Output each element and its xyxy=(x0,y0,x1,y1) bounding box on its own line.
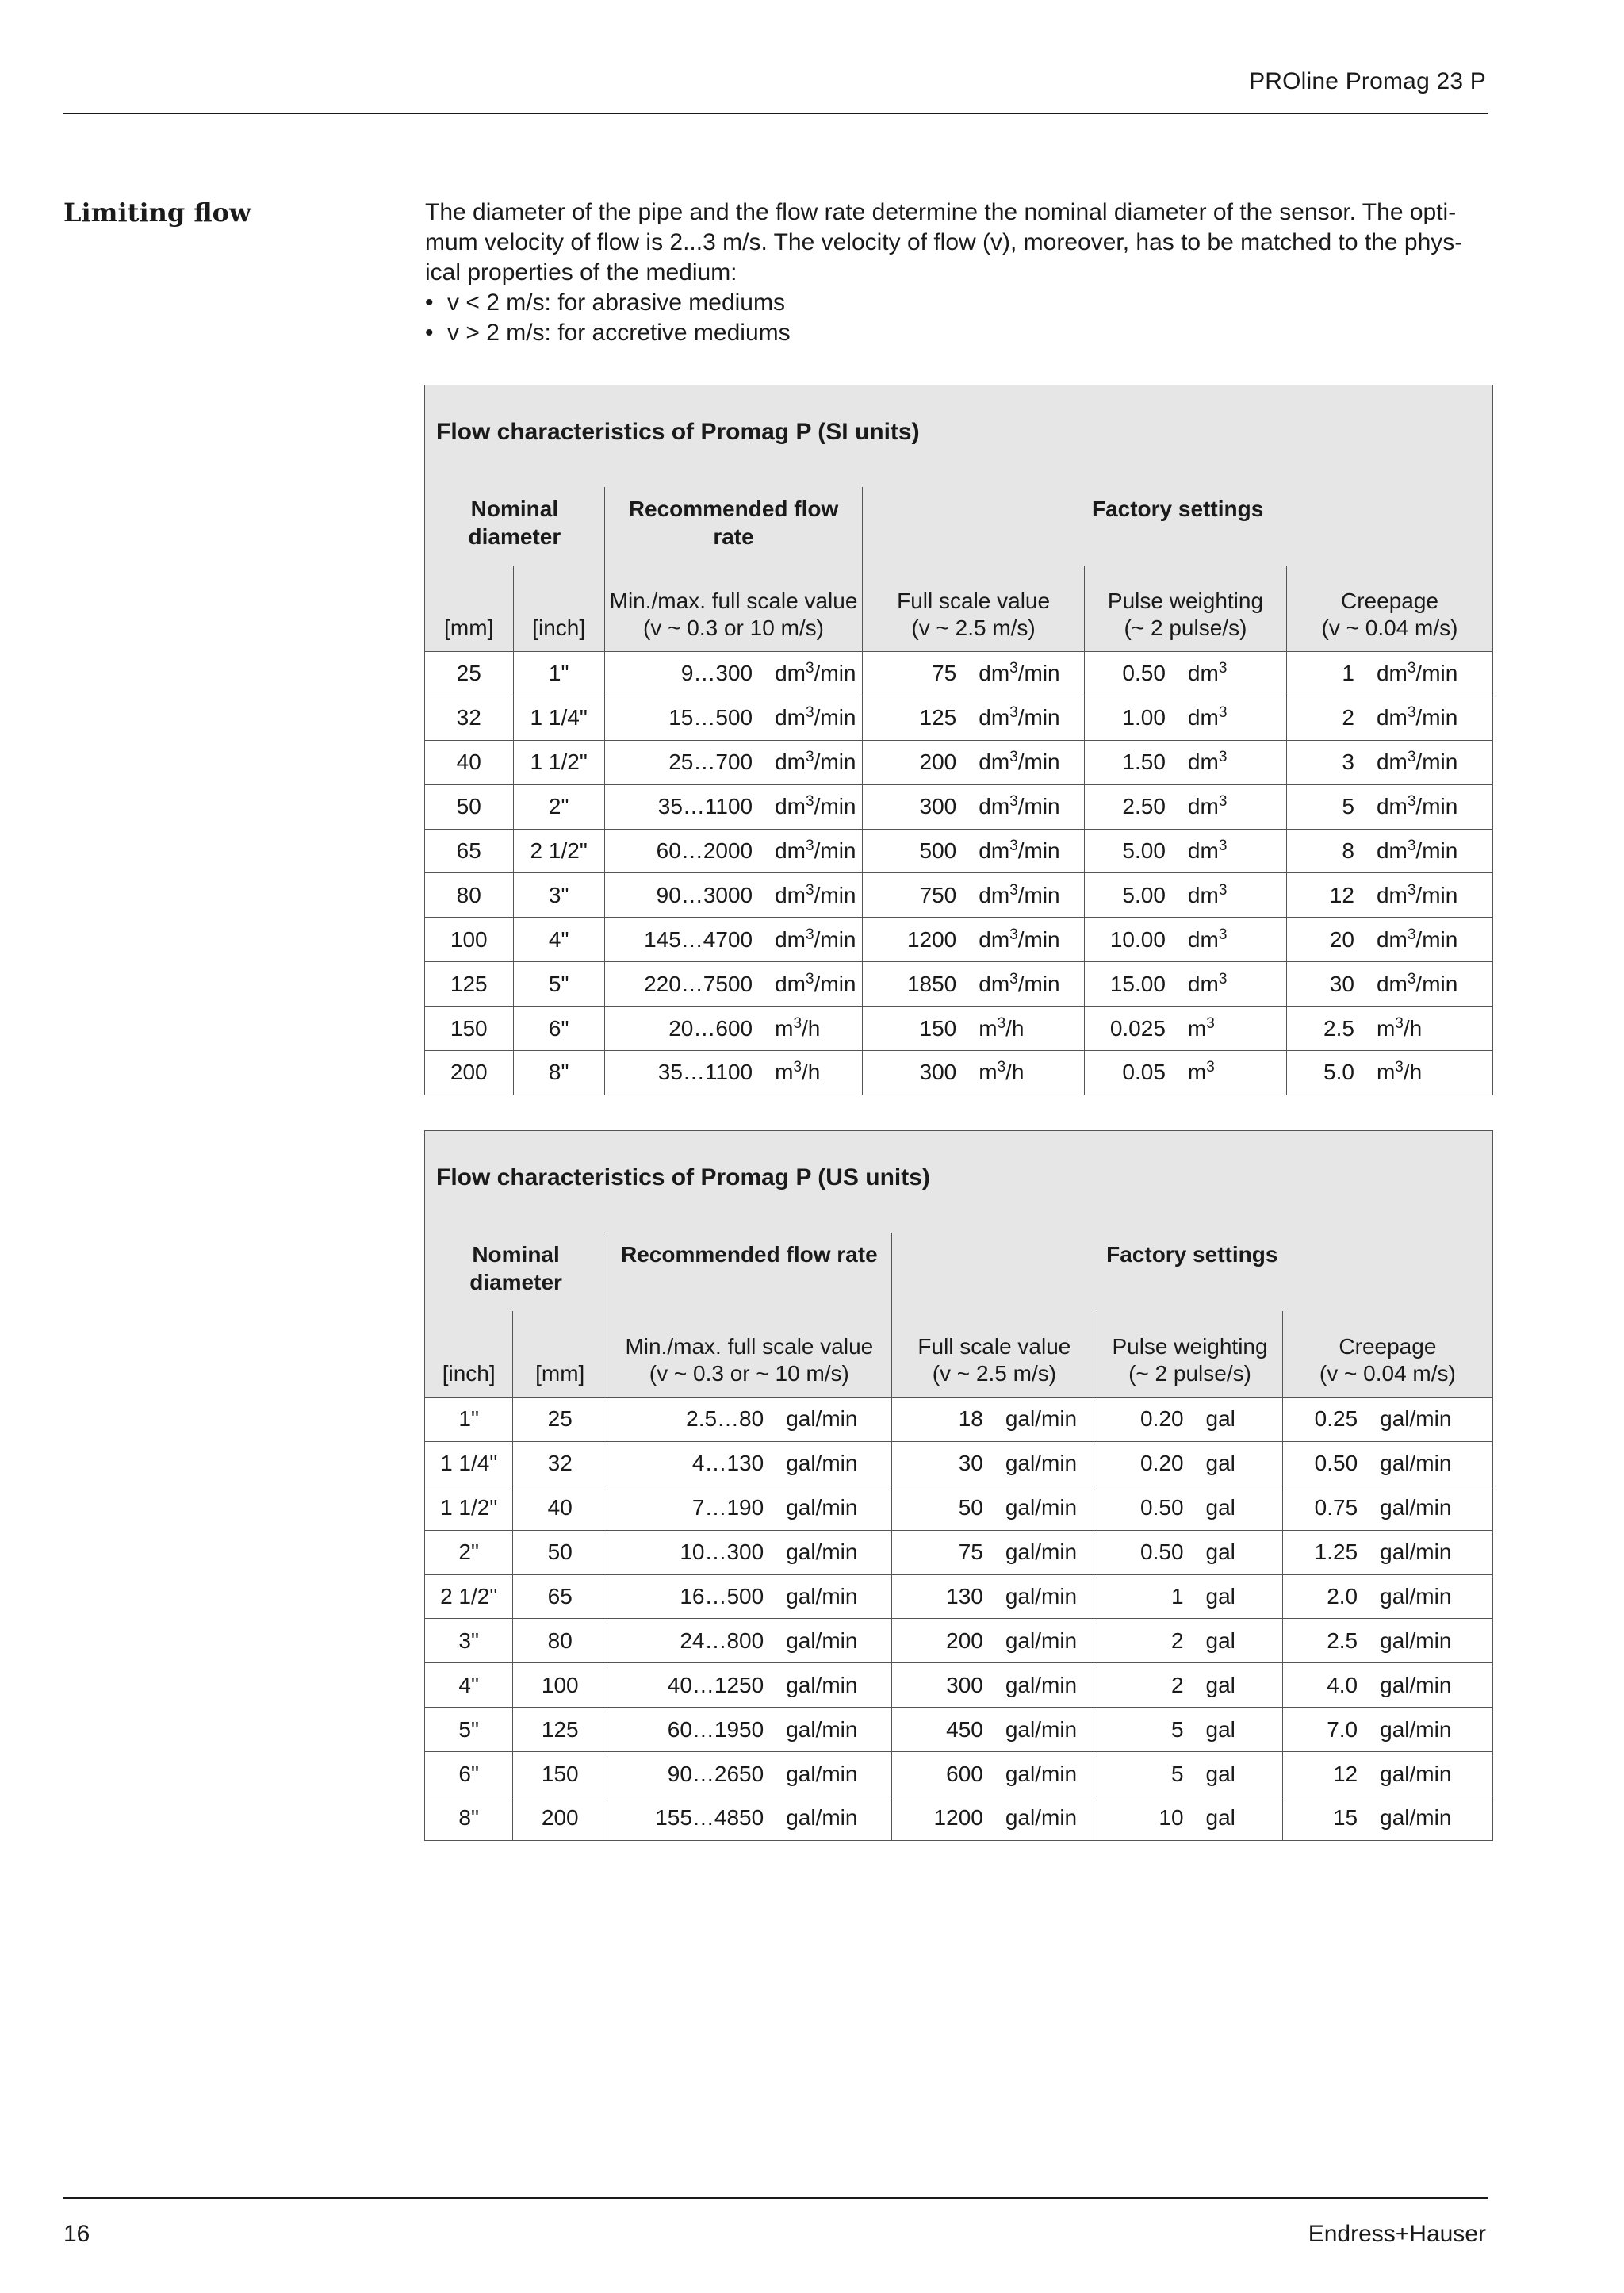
cell-range-unit: gal/min xyxy=(776,1752,891,1796)
cell-range-unit: $dm^3/\min$ xyxy=(765,652,863,696)
cell-range-unit: $dm^3/\min$ xyxy=(765,829,863,873)
cell-range: 220…7500 xyxy=(604,962,765,1007)
cell-inch: 1 1/2" xyxy=(425,1486,513,1530)
table-row xyxy=(425,1663,1492,1708)
cell-inch: 2" xyxy=(513,784,604,829)
cell-range-unit: gal/min xyxy=(776,1663,891,1708)
table-row xyxy=(425,1007,1492,1051)
cell-mm: 200 xyxy=(513,1796,607,1840)
cell-range-unit: $m^3/h$ xyxy=(765,1007,863,1051)
cell-creep: 8 xyxy=(1287,829,1367,873)
cell-pulse: 0.50 xyxy=(1084,652,1178,696)
cell-pulse-unit: gal xyxy=(1197,1708,1283,1752)
table-row xyxy=(425,1619,1492,1663)
cell-pulse: 1.50 xyxy=(1084,740,1178,784)
cell-creep: 0.50 xyxy=(1282,1441,1370,1486)
cell-creep-unit: $dm^3/\min$ xyxy=(1367,696,1492,740)
cell-creep: 4.0 xyxy=(1282,1663,1370,1708)
cell-pulse-unit: $dm^3$ xyxy=(1178,873,1287,918)
cell-fs: 75 xyxy=(891,1530,996,1574)
recommended-flow-header: Recommended flow rate xyxy=(607,1233,891,1311)
cell-creep: 5.0 xyxy=(1287,1051,1367,1095)
cell-pulse-unit: gal xyxy=(1197,1619,1283,1663)
column-header: Pulse weighting (~ 2 pulse/s) xyxy=(1084,566,1286,652)
cell-pulse: 5 xyxy=(1097,1708,1197,1752)
cell-range: 90…2650 xyxy=(607,1752,777,1796)
cell-pulse: 2.50 xyxy=(1084,784,1178,829)
cell-mm: 50 xyxy=(425,784,513,829)
cell-pulse: 0.50 xyxy=(1097,1486,1197,1530)
table-row xyxy=(425,918,1492,962)
cell-inch: 3" xyxy=(513,873,604,918)
si-table-body xyxy=(425,652,1492,1095)
cell-creep-unit: $dm^3/\min$ xyxy=(1367,873,1492,918)
column-header: [mm] xyxy=(513,1311,607,1398)
cell-pulse: 0.05 xyxy=(1084,1051,1178,1095)
cell-pulse: 5.00 xyxy=(1084,873,1178,918)
cell-mm: 200 xyxy=(425,1051,513,1095)
column-header: [mm] xyxy=(425,566,513,652)
cell-pulse: 5.00 xyxy=(1084,829,1178,873)
cell-pulse: 0.50 xyxy=(1097,1530,1197,1574)
cell-range: 20…600 xyxy=(604,1007,765,1051)
cell-creep: 2.5 xyxy=(1282,1619,1370,1663)
cell-creep-unit: gal/min xyxy=(1370,1752,1492,1796)
table-row xyxy=(425,652,1492,696)
cell-creep-unit: $m^3/h$ xyxy=(1367,1051,1492,1095)
cell-inch: 5" xyxy=(425,1708,513,1752)
cell-creep-unit: gal/min xyxy=(1370,1530,1492,1574)
cell-range-unit: gal/min xyxy=(776,1441,891,1486)
cell-fs: 75 xyxy=(863,652,970,696)
cell-inch: 5" xyxy=(513,962,604,1007)
cell-fs-unit: gal/min xyxy=(996,1708,1097,1752)
cell-creep-unit: $m^3/h$ xyxy=(1367,1007,1492,1051)
cell-creep-unit: gal/min xyxy=(1370,1574,1492,1619)
cell-creep-unit: $dm^3/\min$ xyxy=(1367,918,1492,962)
column-header: Creepage (v ~ 0.04 m/s) xyxy=(1282,1311,1492,1398)
cell-creep-unit: gal/min xyxy=(1370,1619,1492,1663)
cell-mm: 25 xyxy=(513,1398,607,1442)
header-rule xyxy=(63,113,1488,114)
cell-creep: 0.25 xyxy=(1282,1398,1370,1442)
cell-pulse-unit: $m^3$ xyxy=(1178,1051,1287,1095)
cell-pulse: 2 xyxy=(1097,1663,1197,1708)
cell-fs: 450 xyxy=(891,1708,996,1752)
cell-inch: 2 1/2" xyxy=(425,1574,513,1619)
cell-inch: 3" xyxy=(425,1619,513,1663)
cell-mm: 40 xyxy=(513,1486,607,1530)
cell-mm: 125 xyxy=(425,962,513,1007)
intro-text xyxy=(425,197,1489,348)
cell-range: 9…300 xyxy=(604,652,765,696)
cell-fs-unit: $dm^3/\min$ xyxy=(969,652,1084,696)
cell-range: 25…700 xyxy=(604,740,765,784)
nominal-diameter-header: Nominal diameter xyxy=(425,487,604,566)
cell-fs: 200 xyxy=(863,740,970,784)
page-number: 16 xyxy=(63,2221,90,2247)
cell-mm: 100 xyxy=(425,918,513,962)
cell-inch: 1" xyxy=(513,652,604,696)
cell-fs: 1850 xyxy=(863,962,970,1007)
column-header: Min./max. full scale value (v ~ 0.3 or ~ 10 m/s) xyxy=(607,1311,891,1398)
cell-fs-unit: gal/min xyxy=(996,1619,1097,1663)
column-header: [inch] xyxy=(513,566,604,652)
cell-mm: 50 xyxy=(513,1530,607,1574)
cell-creep-unit: gal/min xyxy=(1370,1663,1492,1708)
factory-settings-header: Factory settings xyxy=(863,487,1492,566)
table-caption: Flow characteristics of Promag P (US units) xyxy=(425,1131,1492,1233)
cell-creep: 5 xyxy=(1287,784,1367,829)
column-header: Min./max. full scale value (v ~ 0.3 or 10 m/s) xyxy=(604,566,862,652)
brand-name: Endress+Hauser xyxy=(1308,2221,1486,2247)
cell-range-unit: gal/min xyxy=(776,1486,891,1530)
cell-range: 145…4700 xyxy=(604,918,765,962)
cell-creep-unit: gal/min xyxy=(1370,1486,1492,1530)
cell-pulse: 2 xyxy=(1097,1619,1197,1663)
cell-mm: 125 xyxy=(513,1708,607,1752)
cell-fs-unit: $m^3/h$ xyxy=(969,1007,1084,1051)
cell-range-unit: gal/min xyxy=(776,1708,891,1752)
cell-range: 35…1100 xyxy=(604,784,765,829)
bullet-dot-icon: • xyxy=(425,320,434,346)
cell-inch: 6" xyxy=(513,1007,604,1051)
cell-mm: 150 xyxy=(513,1752,607,1796)
cell-creep: 1 xyxy=(1287,652,1367,696)
cell-mm: 100 xyxy=(513,1663,607,1708)
cell-range: 4…130 xyxy=(607,1441,777,1486)
si-flow-table xyxy=(424,385,1493,1095)
cell-range: 15…500 xyxy=(604,696,765,740)
us-flow-table xyxy=(424,1130,1493,1841)
cell-creep-unit: $dm^3/\min$ xyxy=(1367,784,1492,829)
table-caption: Flow characteristics of Promag P (SI units) xyxy=(425,385,1492,487)
cell-range-unit: $dm^3/\min$ xyxy=(765,873,863,918)
cell-pulse-unit: gal xyxy=(1197,1796,1283,1840)
cell-fs: 300 xyxy=(863,784,970,829)
cell-pulse-unit: gal xyxy=(1197,1486,1283,1530)
cell-range: 24…800 xyxy=(607,1619,777,1663)
document-header-title: PROline Promag 23 P xyxy=(1249,68,1486,94)
cell-inch: 6" xyxy=(425,1752,513,1796)
cell-pulse-unit: $dm^3$ xyxy=(1178,962,1287,1007)
factory-settings-header: Factory settings xyxy=(891,1233,1492,1311)
column-header: Creepage (v ~ 0.04 m/s) xyxy=(1287,566,1492,652)
cell-pulse: 1 xyxy=(1097,1574,1197,1619)
cell-pulse-unit: gal xyxy=(1197,1752,1283,1796)
cell-creep-unit: $dm^3/\min$ xyxy=(1367,740,1492,784)
bullet-dot-icon: • xyxy=(425,290,434,316)
cell-range-unit: gal/min xyxy=(776,1619,891,1663)
cell-pulse-unit: $dm^3$ xyxy=(1178,918,1287,962)
cell-fs-unit: gal/min xyxy=(996,1574,1097,1619)
footer-rule xyxy=(63,2197,1488,2199)
cell-fs-unit: gal/min xyxy=(996,1796,1097,1840)
cell-creep: 2 xyxy=(1287,696,1367,740)
cell-fs: 150 xyxy=(863,1007,970,1051)
cell-mm: 32 xyxy=(425,696,513,740)
cell-pulse: 0.20 xyxy=(1097,1441,1197,1486)
cell-inch: 1 1/2" xyxy=(513,740,604,784)
cell-fs: 300 xyxy=(863,1051,970,1095)
table-row xyxy=(425,1398,1492,1442)
cell-inch: 8" xyxy=(425,1796,513,1840)
cell-range-unit: $dm^3/\min$ xyxy=(765,918,863,962)
cell-pulse-unit: $dm^3$ xyxy=(1178,784,1287,829)
cell-range-unit: gal/min xyxy=(776,1574,891,1619)
cell-pulse-unit: $dm^3$ xyxy=(1178,740,1287,784)
cell-range: 10…300 xyxy=(607,1530,777,1574)
cell-creep-unit: gal/min xyxy=(1370,1708,1492,1752)
cell-fs-unit: gal/min xyxy=(996,1398,1097,1442)
table-row xyxy=(425,740,1492,784)
column-header: Full scale value (v ~ 2.5 m/s) xyxy=(891,1311,1097,1398)
cell-fs-unit: $dm^3/\min$ xyxy=(969,962,1084,1007)
cell-pulse-unit: gal xyxy=(1197,1530,1283,1574)
cell-pulse-unit: $dm^3$ xyxy=(1178,829,1287,873)
nominal-diameter-header: Nominal diameter xyxy=(425,1233,607,1311)
table-row xyxy=(425,1574,1492,1619)
cell-creep: 2.5 xyxy=(1287,1007,1367,1051)
cell-creep: 1.25 xyxy=(1282,1530,1370,1574)
cell-pulse-unit: gal xyxy=(1197,1398,1283,1442)
cell-fs-unit: gal/min xyxy=(996,1663,1097,1708)
cell-creep-unit: gal/min xyxy=(1370,1441,1492,1486)
cell-fs: 18 xyxy=(891,1398,996,1442)
cell-inch: 8" xyxy=(513,1051,604,1095)
cell-range: 90…3000 xyxy=(604,873,765,918)
cell-fs-unit: $dm^3/\min$ xyxy=(969,918,1084,962)
cell-inch: 2" xyxy=(425,1530,513,1574)
cell-creep-unit: gal/min xyxy=(1370,1796,1492,1840)
table-row xyxy=(425,1796,1492,1840)
cell-fs-unit: $dm^3/\min$ xyxy=(969,873,1084,918)
cell-fs: 200 xyxy=(891,1619,996,1663)
table-row xyxy=(425,829,1492,873)
cell-creep: 12 xyxy=(1282,1752,1370,1796)
cell-creep: 0.75 xyxy=(1282,1486,1370,1530)
cell-creep: 7.0 xyxy=(1282,1708,1370,1752)
cell-range-unit: $m^3/h$ xyxy=(765,1051,863,1095)
cell-range: 7…190 xyxy=(607,1486,777,1530)
cell-pulse: 0.20 xyxy=(1097,1398,1197,1442)
cell-creep: 30 xyxy=(1287,962,1367,1007)
cell-pulse-unit: gal xyxy=(1197,1574,1283,1619)
cell-pulse-unit: $dm^3$ xyxy=(1178,696,1287,740)
cell-pulse-unit: $dm^3$ xyxy=(1178,652,1287,696)
cell-mm: 80 xyxy=(513,1619,607,1663)
cell-fs: 50 xyxy=(891,1486,996,1530)
cell-inch: 1" xyxy=(425,1398,513,1442)
cell-range: 40…1250 xyxy=(607,1663,777,1708)
cell-range: 35…1100 xyxy=(604,1051,765,1095)
cell-fs-unit: $dm^3/\min$ xyxy=(969,696,1084,740)
cell-fs-unit: $dm^3/\min$ xyxy=(969,784,1084,829)
cell-range-unit: $dm^3/\min$ xyxy=(765,696,863,740)
cell-fs-unit: gal/min xyxy=(996,1486,1097,1530)
cell-mm: 40 xyxy=(425,740,513,784)
cell-creep: 3 xyxy=(1287,740,1367,784)
cell-fs: 750 xyxy=(863,873,970,918)
cell-creep: 12 xyxy=(1287,873,1367,918)
cell-pulse: 10.00 xyxy=(1084,918,1178,962)
cell-range-unit: $dm^3/\min$ xyxy=(765,962,863,1007)
table-row xyxy=(425,784,1492,829)
cell-fs: 1200 xyxy=(891,1796,996,1840)
cell-creep-unit: $dm^3/\min$ xyxy=(1367,652,1492,696)
column-header: Pulse weighting (~ 2 pulse/s) xyxy=(1097,1311,1283,1398)
table-row xyxy=(425,1441,1492,1486)
cell-fs: 130 xyxy=(891,1574,996,1619)
cell-creep-unit: $dm^3/\min$ xyxy=(1367,962,1492,1007)
bullet-item: • v < 2 m/s: for abrasive mediums xyxy=(425,288,1489,318)
cell-pulse: 15.00 xyxy=(1084,962,1178,1007)
cell-range-unit: gal/min xyxy=(776,1398,891,1442)
cell-mm: 65 xyxy=(425,829,513,873)
cell-mm: 65 xyxy=(513,1574,607,1619)
cell-pulse: 0.025 xyxy=(1084,1007,1178,1051)
table-row xyxy=(425,1530,1492,1574)
table-row xyxy=(425,1708,1492,1752)
cell-fs-unit: $dm^3/\min$ xyxy=(969,740,1084,784)
cell-fs-unit: gal/min xyxy=(996,1752,1097,1796)
table-row xyxy=(425,1752,1492,1796)
cell-fs: 30 xyxy=(891,1441,996,1486)
cell-fs-unit: gal/min xyxy=(996,1441,1097,1486)
table-row xyxy=(425,1051,1492,1095)
table-row xyxy=(425,873,1492,918)
cell-pulse-unit: $m^3$ xyxy=(1178,1007,1287,1051)
cell-inch: 1 1/4" xyxy=(425,1441,513,1486)
cell-mm: 32 xyxy=(513,1441,607,1486)
cell-range: 60…2000 xyxy=(604,829,765,873)
section-heading: Limiting flow xyxy=(63,197,251,228)
cell-fs-unit: $dm^3/\min$ xyxy=(969,829,1084,873)
us-table-body xyxy=(425,1398,1492,1840)
cell-range: 2.5…80 xyxy=(607,1398,777,1442)
table-row xyxy=(425,1486,1492,1530)
bullet-item: • v > 2 m/s: for accretive mediums xyxy=(425,318,1489,348)
cell-pulse-unit: gal xyxy=(1197,1441,1283,1486)
cell-range: 16…500 xyxy=(607,1574,777,1619)
cell-fs: 125 xyxy=(863,696,970,740)
cell-range-unit: $dm^3/\min$ xyxy=(765,784,863,829)
cell-creep: 20 xyxy=(1287,918,1367,962)
cell-creep: 2.0 xyxy=(1282,1574,1370,1619)
cell-inch: 2 1/2" xyxy=(513,829,604,873)
cell-inch: 4" xyxy=(513,918,604,962)
cell-mm: 80 xyxy=(425,873,513,918)
cell-range-unit: $dm^3/\min$ xyxy=(765,740,863,784)
cell-inch: 1 1/4" xyxy=(513,696,604,740)
cell-fs: 500 xyxy=(863,829,970,873)
cell-creep-unit: $dm^3/\min$ xyxy=(1367,829,1492,873)
cell-range-unit: gal/min xyxy=(776,1530,891,1574)
table-row xyxy=(425,696,1492,740)
cell-fs: 1200 xyxy=(863,918,970,962)
cell-range: 60…1950 xyxy=(607,1708,777,1752)
cell-mm: 25 xyxy=(425,652,513,696)
cell-pulse: 10 xyxy=(1097,1796,1197,1840)
cell-mm: 150 xyxy=(425,1007,513,1051)
column-header: Full scale value (v ~ 2.5 m/s) xyxy=(863,566,1085,652)
cell-range: 155…4850 xyxy=(607,1796,777,1840)
table-row xyxy=(425,962,1492,1007)
cell-range-unit: gal/min xyxy=(776,1796,891,1840)
cell-fs: 300 xyxy=(891,1663,996,1708)
recommended-flow-header: Recommended flow rate xyxy=(604,487,862,566)
cell-fs-unit: gal/min xyxy=(996,1530,1097,1574)
cell-fs: 600 xyxy=(891,1752,996,1796)
cell-inch: 4" xyxy=(425,1663,513,1708)
cell-creep: 15 xyxy=(1282,1796,1370,1840)
cell-pulse-unit: gal xyxy=(1197,1663,1283,1708)
intro-paragraph: The diameter of the pipe and the flow rate determine the nominal diameter of the sensor. The opti-mum velocity of flow is 2...3 m/s. The velocity of flow (v), moreover, has to be matched to the phys-ical properties of the medium: xyxy=(425,199,1463,286)
cell-pulse: 1.00 xyxy=(1084,696,1178,740)
cell-fs-unit: $m^3/h$ xyxy=(969,1051,1084,1095)
cell-creep-unit: gal/min xyxy=(1370,1398,1492,1442)
column-header: [inch] xyxy=(425,1311,513,1398)
cell-pulse: 5 xyxy=(1097,1752,1197,1796)
